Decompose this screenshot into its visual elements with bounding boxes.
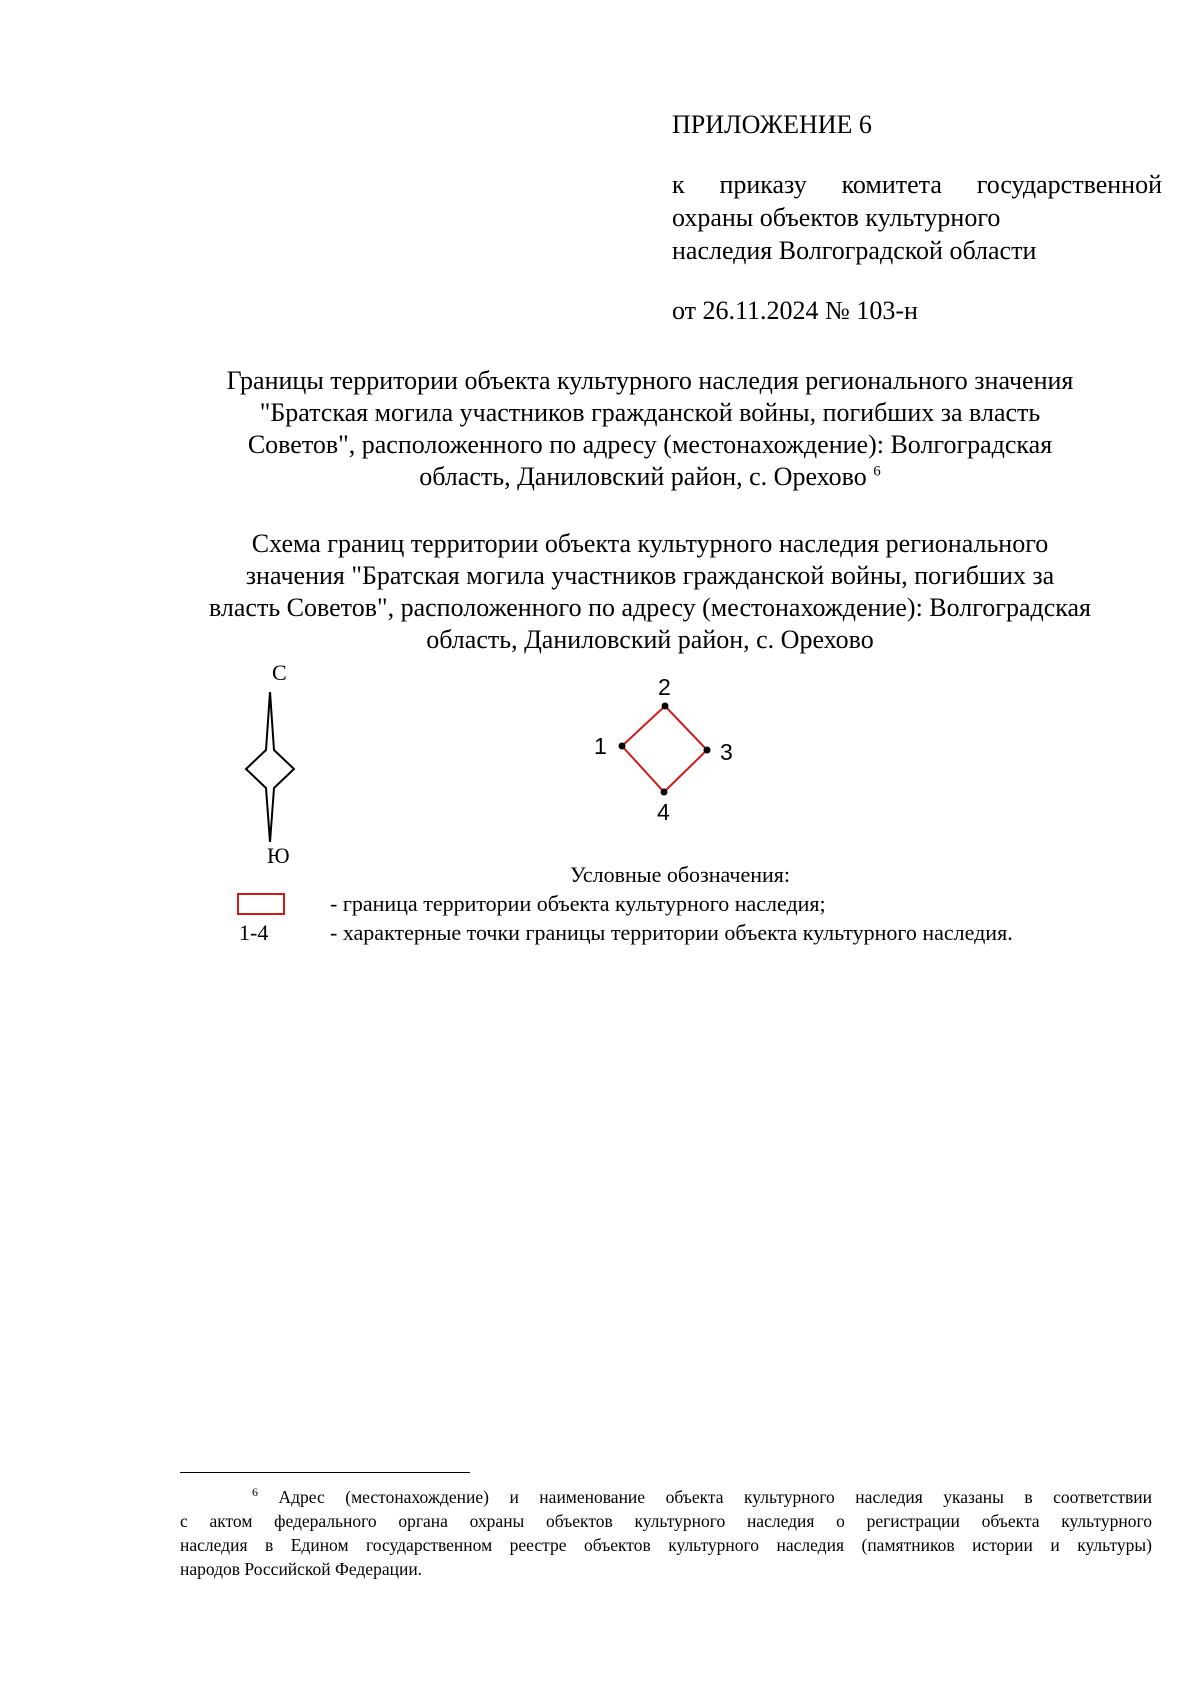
boundary-point-2 xyxy=(662,703,669,710)
footnote-line: с актом федерального органа охраны объектов культурного наследия о регистрации объекта культурного xyxy=(180,1511,1152,1531)
compass-south-label: Ю xyxy=(267,843,290,868)
footnote-line xyxy=(180,1485,1152,1509)
title-line xyxy=(150,461,1150,493)
boundary-point-3 xyxy=(704,747,711,754)
boundary-point-4 xyxy=(661,789,668,796)
legend-boundary-swatch xyxy=(237,893,285,915)
scheme-title-line: значения "Братская могила участников гражданской войны, погибших за xyxy=(245,561,1055,590)
compass-rose-icon xyxy=(240,692,300,842)
footnote-separator xyxy=(180,1472,470,1473)
title-line: Советов", расположенного по адресу (местонахождение): Волгоградская xyxy=(247,430,1053,459)
title-line: Границы территории объекта культурного наследия регионального значения xyxy=(226,366,1074,395)
footnote-mark: 6 xyxy=(252,1485,258,1500)
boundary-polygon xyxy=(622,706,707,792)
order-reference-line: охраны объектов культурного xyxy=(672,203,1001,232)
point-label-4: 4 xyxy=(657,799,670,825)
boundary-point-1 xyxy=(619,743,626,750)
legend-boundary-text: - граница территории объекта культурного наследия; xyxy=(330,891,826,916)
scheme-title xyxy=(150,528,1150,656)
boundary-scheme xyxy=(580,670,760,850)
point-label-3: 3 xyxy=(720,739,733,765)
legend-title: Условные обозначения: xyxy=(569,862,791,887)
order-reference-line: наследия Волгоградской области xyxy=(672,236,1037,265)
compass-north-label: С xyxy=(272,660,287,685)
footnote-reference: 6 xyxy=(873,463,881,480)
order-reference-line: к приказу комитета государственной xyxy=(672,170,1162,199)
order-date: от 26.11.2024 № 103-н xyxy=(672,296,918,325)
footnote-line: наследия в Едином государственном реестре объектов культурного наследия (памятников истории и культуры) xyxy=(180,1535,1152,1555)
document-title xyxy=(150,365,1150,493)
footnote-line-text: Адрес (местонахождение) и наименование объекта культурного наследия указаны в соответствии xyxy=(278,1487,1153,1507)
footnote xyxy=(180,1485,1152,1581)
title-line: "Братская могила участников гражданской войны, погибших за власть xyxy=(259,398,1041,427)
footnote-line: народов Российской Федерации. xyxy=(180,1559,423,1579)
scheme-title-line: область, Даниловский район, с. Орехово xyxy=(426,625,874,654)
title-line-text: область, Даниловский район, с. Орехово xyxy=(419,462,867,491)
point-label-1: 1 xyxy=(594,733,607,759)
scheme-title-line: власть Советов", расположенного по адресу (местонахождение): Волгоградская xyxy=(208,593,1092,622)
legend-points-text: - характерные точки границы территории объекта культурного наследия. xyxy=(330,920,1013,945)
point-label-2: 2 xyxy=(658,674,671,700)
legend-points-symbol: 1-4 xyxy=(239,920,269,945)
order-reference xyxy=(672,168,1162,267)
scheme-title-line: Схема границ территории объекта культурного наследия регионального xyxy=(251,529,1049,558)
appendix-number: ПРИЛОЖЕНИЕ 6 xyxy=(672,110,872,139)
